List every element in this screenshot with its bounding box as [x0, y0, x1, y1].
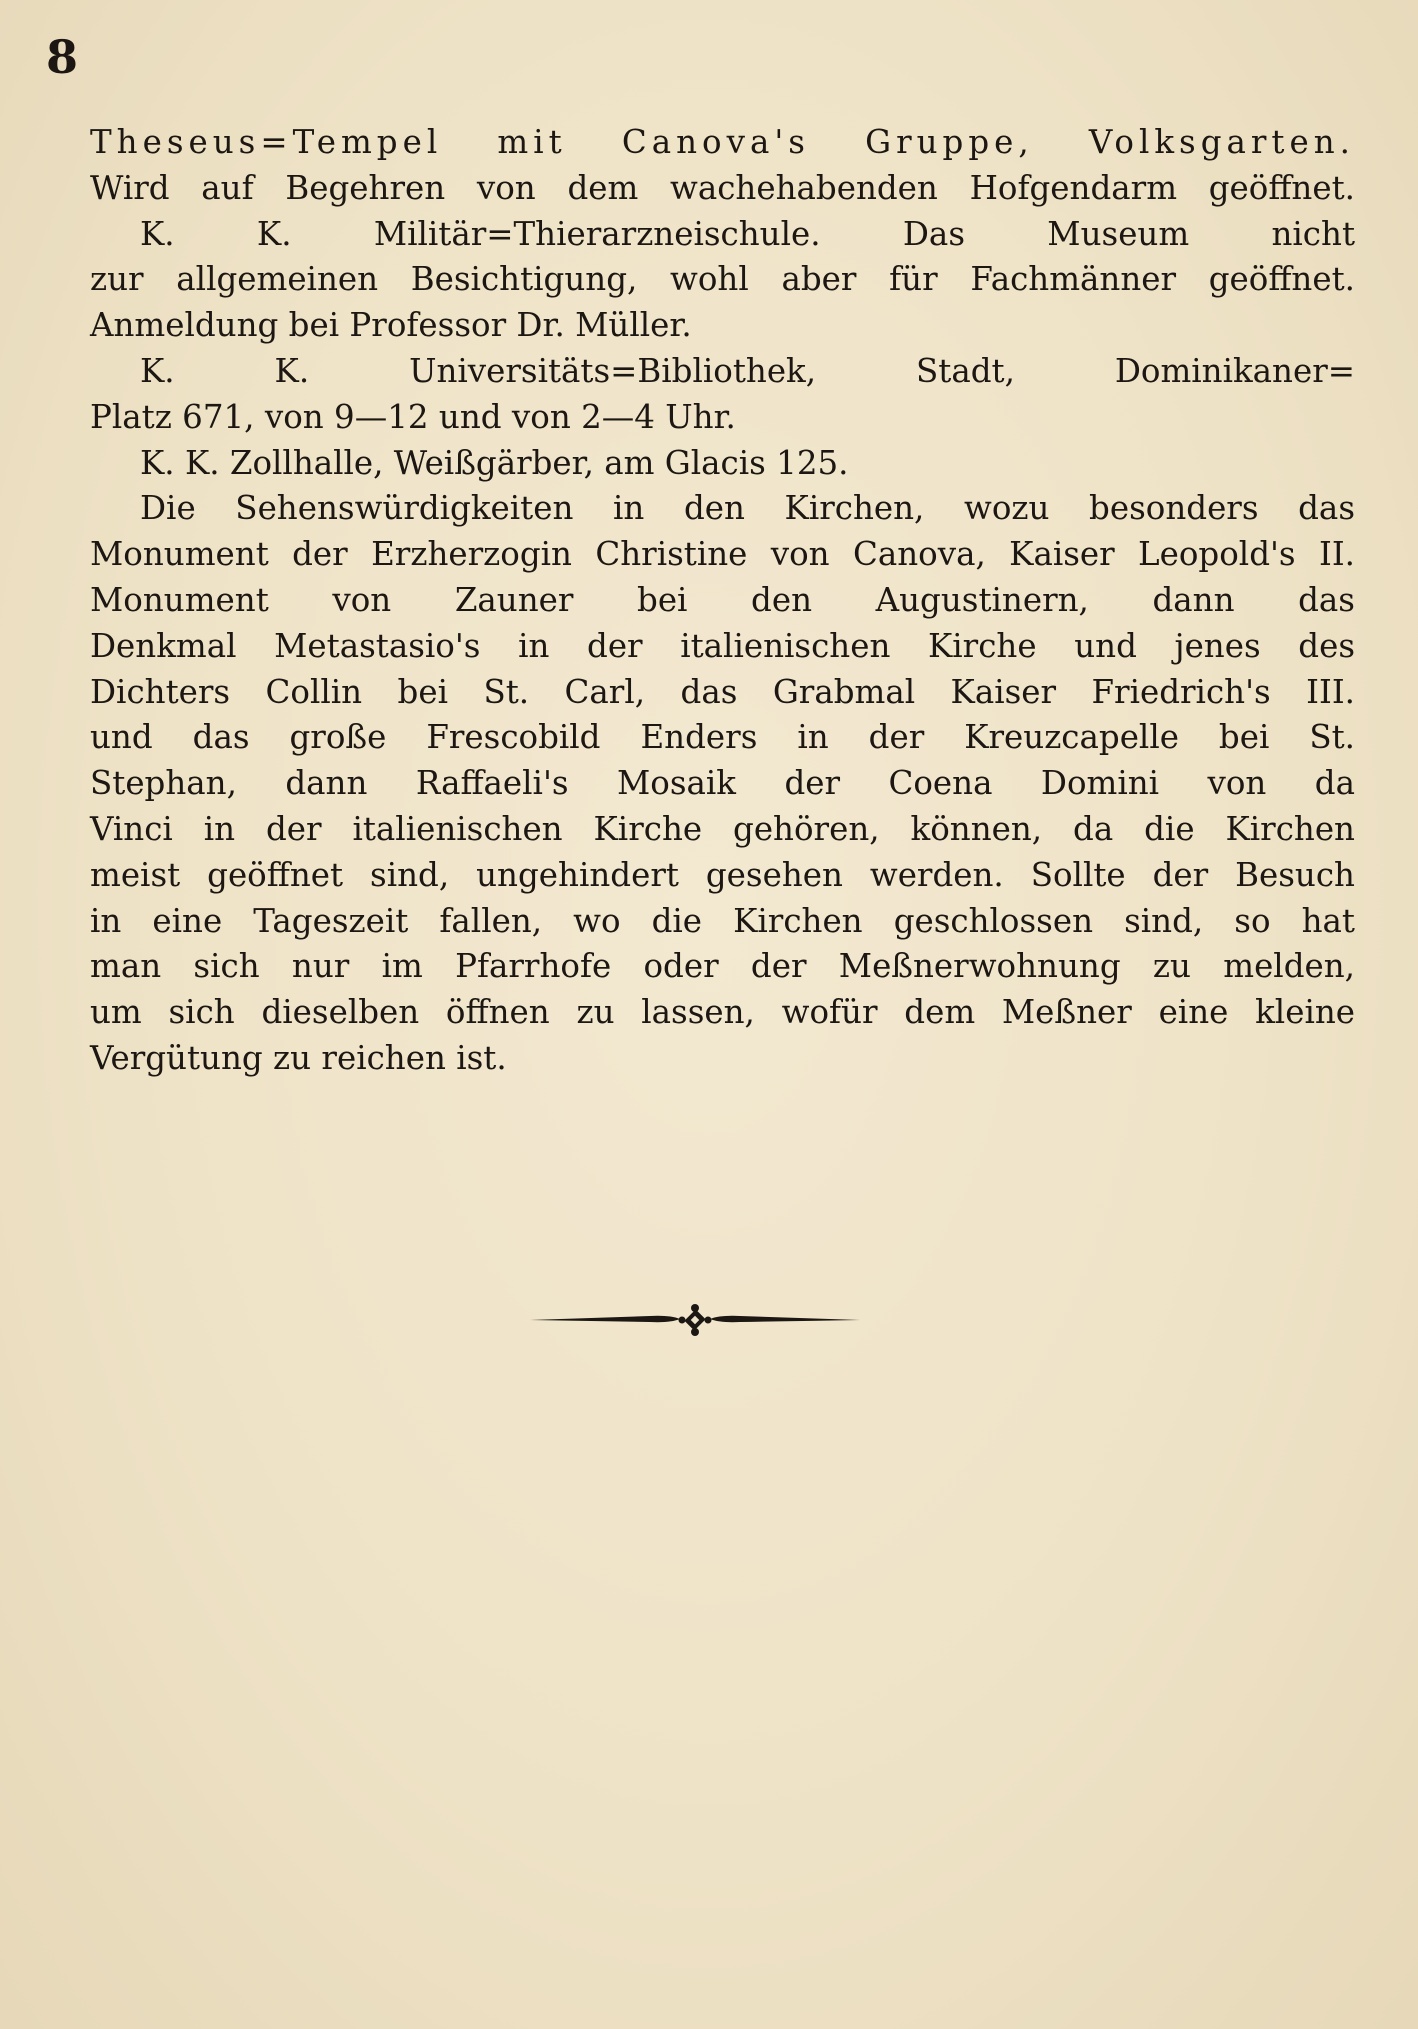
text-line: Dichters Collin bei St. Carl, das Grabmal Kaiser Friedrich's III. — [90, 672, 1355, 711]
text-line: Stephan, dann Raffaeli's Mosaik der Coena Domini von da — [90, 764, 1355, 803]
text-line: Wird auf Begehren von dem wachehabenden Hofgendarm geöffnet. — [90, 168, 1355, 207]
text-line: Theseus=Tempel mit Canova's Gruppe, Volksgarten. — [90, 123, 1355, 161]
text-line: und das große Frescobild Enders in der Kreuzcapelle bei St. — [90, 718, 1355, 757]
text-line: K. K. Universitäts=Bibliothek, Stadt, Dominikaner= — [140, 351, 1355, 390]
text-line: um sich dieselben öffnen zu lassen, wofür dem Meßner eine kleine — [90, 993, 1355, 1032]
text-line: Monument von Zauner bei den Augustinern, dann das — [90, 580, 1355, 619]
text-line: Denkmal Metastasio's in der italienischen Kirche und jenes des — [90, 626, 1355, 665]
text-line: meist geöffnet sind, ungehindert gesehen werden. Sollte der Besuch — [90, 855, 1355, 894]
text-line: Anmeldung bei Professor Dr. Müller. — [90, 306, 692, 345]
text-line: Vinci in der italienischen Kirche gehören, können, da die Kirchen — [90, 809, 1355, 848]
text-line: man sich nur im Pfarrhofe oder der Meßnerwohnung zu melden, — [90, 947, 1355, 986]
page-number: 8 — [46, 30, 79, 84]
text-line: Monument der Erzherzogin Christine von Canova, Kaiser Leopold's II. — [90, 535, 1355, 574]
text-line: Platz 671, von 9—12 und von 2—4 Uhr. — [90, 397, 736, 436]
text-line: zur allgemeinen Besichtigung, wohl aber für Fachmänner geöffnet. — [90, 260, 1355, 299]
ornament-divider-icon — [530, 1300, 860, 1340]
text-line: Die Sehenswürdigkeiten in den Kirchen, wozu besonders das — [140, 489, 1355, 528]
text-line: Vergütung zu reichen ist. — [90, 1038, 507, 1077]
text-line: K. K. Militär=Thierarzneischule. Das Museum nicht — [140, 214, 1355, 253]
text-line: in eine Tageszeit fallen, wo die Kirchen geschlossen sind, so hat — [90, 901, 1355, 940]
text-line: K. K. Zollhalle, Weißgärber, am Glacis 125. — [140, 443, 849, 482]
body-text — [90, 120, 1355, 1082]
